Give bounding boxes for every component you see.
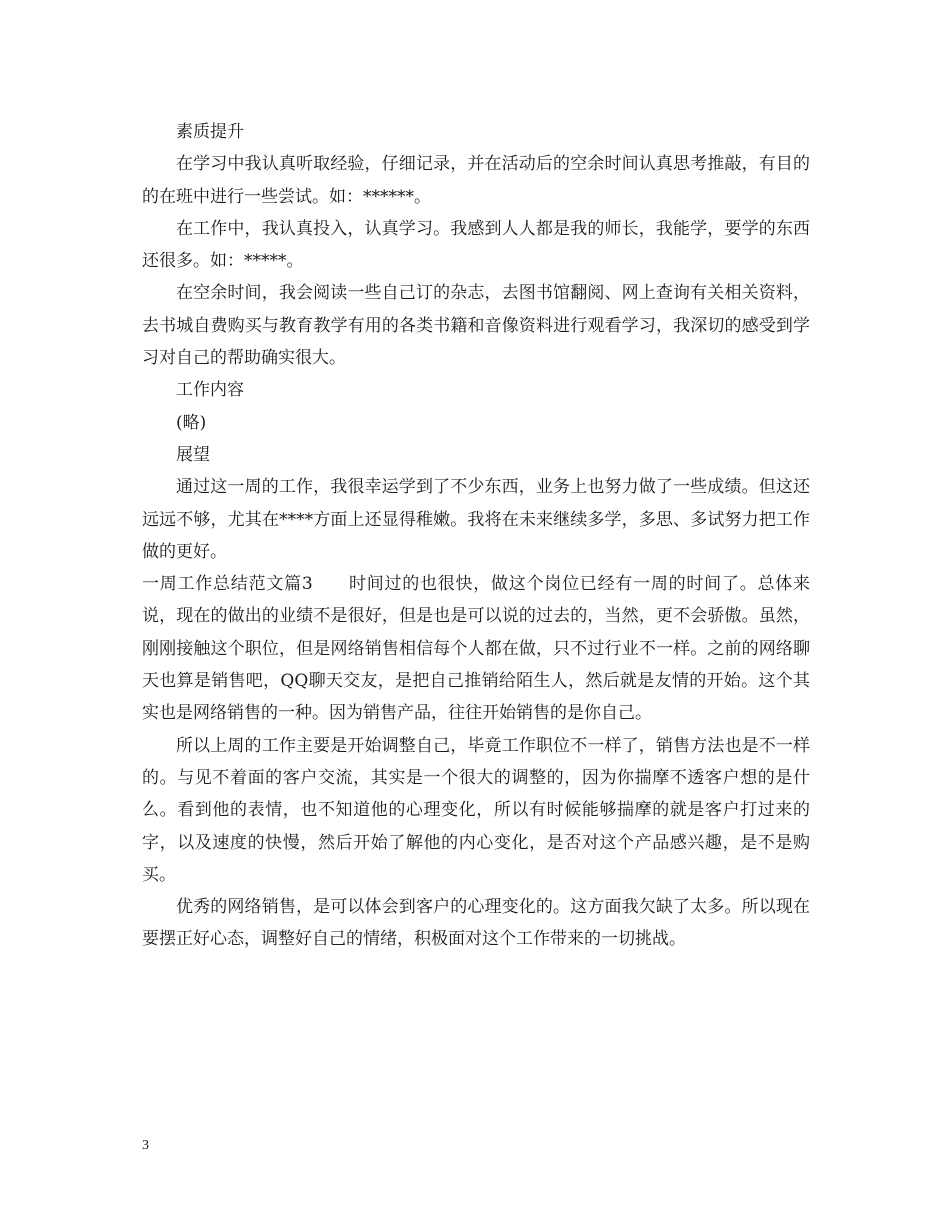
- document-body: [142, 116, 810, 956]
- section-heading-quality: 素质提升: [176, 122, 244, 142]
- paragraph-sample-3: 一周工作总结范文篇3 时间过的也很快，做这个岗位已经有一周的时间了。总体来说，现在的做出的业绩不是很好，但是也是可以说的过去的，当然，更不会骄傲。虽然，刚刚接触这个职位，但是网络销售相信每个人都在做，只不过行业不一样。之前的网络聊天也算是销售吧，QQ聊天交友，是把自己推销给陌生人，然后就是友情的开始。这个其实也是网络销售的一种。因为销售产品，往往开始销售的是你自己。: [142, 574, 810, 724]
- paragraph-excellent-sales: 优秀的网络销售，是可以体会到客户的心理变化的。这方面我欠缺了太多。所以现在要摆正好心态，调整好自己的情绪，积极面对这个工作带来的一切挑战。: [142, 897, 810, 950]
- paragraph-adjustment: 所以上周的工作主要是开始调整自己，毕竟工作职位不一样了，销售方法也是不一样的。与见不着面的客户交流，其实是一个很大的调整的，因为你揣摩不透客户想的是什么。看到他的表情，也不知道他的心理变化，所以有时候能够揣摩的就是客户打过来的字，以及速度的快慢，然后开始了解他的内心变化，是否对这个产品感兴趣，是不是购买。: [142, 735, 810, 885]
- paragraph-outlook: 通过这一周的工作，我很幸运学到了不少东西，业务上也努力做了一些成绩。但这还远远不够，尤其在****方面上还显得稚嫩。我将在未来继续多学，多思、多试努力把工作做的更好。: [142, 477, 810, 562]
- paragraph-spare-time: 在空余时间，我会阅读一些自己订的杂志，去图书馆翻阅、网上查询有关相关资料，去书城自费购买与教育教学有用的各类书籍和音像资料进行观看学习，我深切的感受到学习对自己的帮助确实很大。: [142, 283, 810, 369]
- paragraph-learning: 在学习中我认真听取经验，仔细记录，并在活动后的空余时间认真思考推敲，有目的的在班中进行一些尝试。如：******。: [142, 154, 810, 207]
- paragraph-omitted: (略): [176, 412, 207, 433]
- page-number: 3: [142, 1138, 149, 1153]
- paragraph-work-attitude: 在工作中，我认真投入，认真学习。我感到人人都是我的师长，我能学，要学的东西还很多。如：*****。: [142, 218, 810, 272]
- section-heading-outlook: 展望: [176, 444, 210, 465]
- section-heading-work-content: 工作内容: [176, 380, 244, 401]
